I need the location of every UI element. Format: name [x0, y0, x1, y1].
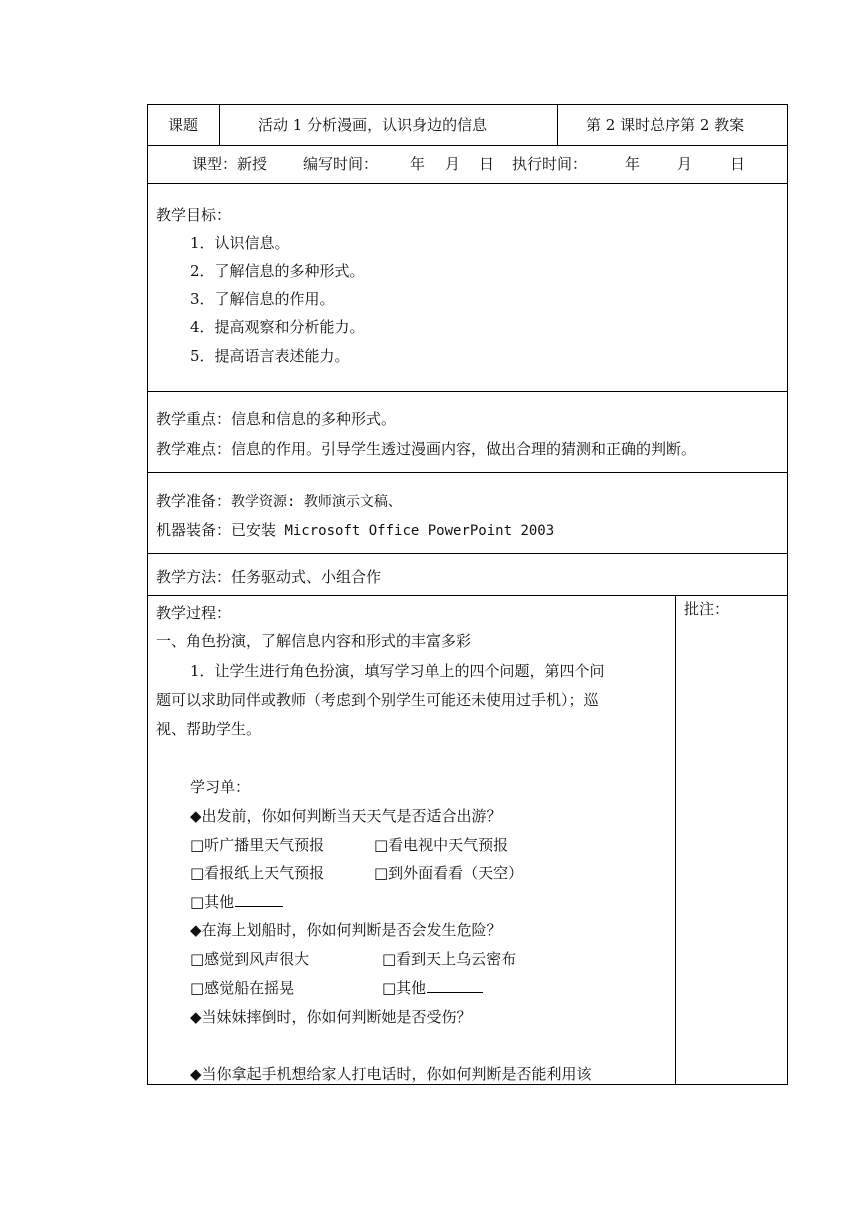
objective-item: 5．提高语言表述能力。 — [190, 347, 350, 365]
topic-title: 活动 1 分析漫画，认识身边的信息 — [258, 116, 488, 134]
notes-column-divider — [675, 595, 676, 1084]
process-paragraph-line: 视、帮助学生。 — [156, 720, 262, 738]
row-divider — [148, 145, 787, 146]
worksheet-question: ◆当你拿起手机想给家人打电话时，你如何判断是否能利用该 — [190, 1065, 592, 1083]
write-month: 月 — [445, 155, 461, 173]
option-other-label: □其他 — [190, 893, 235, 911]
exec-day: 日 — [730, 155, 746, 173]
worksheet-title: 学习单： — [190, 778, 251, 796]
worksheet-option — [382, 978, 483, 998]
teaching-method: 教学方法：任务驱动式、小组合作 — [156, 568, 382, 586]
equipment-label: 机器装备：已安装 — [156, 521, 277, 539]
exec-month: 月 — [677, 155, 693, 173]
write-time-label: 编写时间： — [303, 155, 379, 173]
topic-label: 课题 — [168, 116, 199, 134]
objectives-heading: 教学目标： — [156, 206, 232, 224]
worksheet-option: □看到天上乌云密布 — [382, 950, 517, 968]
notes-label: 批注： — [684, 600, 730, 618]
worksheet-question: ◆在海上划船时，你如何判断是否会发生危险？ — [190, 921, 502, 939]
equipment-line — [156, 520, 554, 541]
process-paragraph-line: 题可以求助同伴或教师（考虑到个别学生可能还未使用过手机）；巡 — [156, 691, 599, 709]
exec-year: 年 — [625, 155, 641, 173]
objective-item: 3．了解信息的作用。 — [190, 290, 335, 308]
objective-item: 4．提高观察和分析能力。 — [190, 318, 365, 336]
preparation-resources: 教学资源: 教师演示文稿、 — [231, 494, 402, 510]
section-heading: 一、角色扮演，了解信息内容和形式的丰富多彩 — [156, 632, 472, 650]
worksheet-question: ◆出发前，你如何判断当天天气是否适合出游？ — [190, 807, 502, 825]
write-year: 年 — [410, 155, 426, 173]
column-divider — [219, 105, 220, 145]
row-divider — [148, 391, 787, 392]
worksheet-option — [190, 892, 283, 912]
lesson-type: 课型：新授 — [192, 155, 268, 173]
preparation-line — [156, 491, 402, 512]
option-other-label: □其他 — [382, 979, 427, 997]
worksheet-option: □听广播里天气预报 — [190, 836, 325, 854]
row-divider — [148, 183, 787, 184]
worksheet-option: □看报纸上天气预报 — [190, 864, 325, 882]
row-divider — [148, 553, 787, 554]
fill-in-blank — [427, 978, 483, 993]
teaching-difficulty: 教学难点：信息的作用。引导学生透过漫画内容，做出合理的猜测和正确的判断。 — [156, 440, 697, 458]
process-heading: 教学过程： — [156, 604, 232, 622]
exec-time-label: 执行时间： — [512, 155, 588, 173]
worksheet-option: □感觉船在摇晃 — [190, 979, 295, 997]
teaching-focus: 教学重点：信息和信息的多种形式。 — [156, 410, 397, 428]
objective-item: 1．认识信息。 — [190, 234, 290, 252]
fill-in-blank — [235, 892, 283, 907]
process-paragraph-line: 1．让学生进行角色扮演，填写学习单上的四个问题，第四个问 — [190, 662, 605, 680]
write-day: 日 — [479, 155, 495, 173]
preparation-label: 教学准备： — [156, 492, 232, 510]
worksheet-option: □到外面看看（天空） — [374, 864, 524, 882]
row-divider — [148, 595, 787, 596]
equipment-software: Microsoft Office PowerPoint 2003 — [276, 523, 555, 539]
lesson-plan-table — [147, 104, 788, 1085]
worksheet-question: ◆当妹妹摔倒时，你如何判断她是否受伤？ — [190, 1008, 472, 1026]
lesson-info: 第 2 课时总序第 2 教案 — [586, 116, 745, 134]
row-divider — [148, 472, 787, 473]
objective-item: 2．了解信息的多种形式。 — [190, 262, 365, 280]
worksheet-option: □感觉到风声很大 — [190, 950, 310, 968]
column-divider — [557, 105, 558, 145]
worksheet-option: □看电视中天气预报 — [374, 836, 509, 854]
